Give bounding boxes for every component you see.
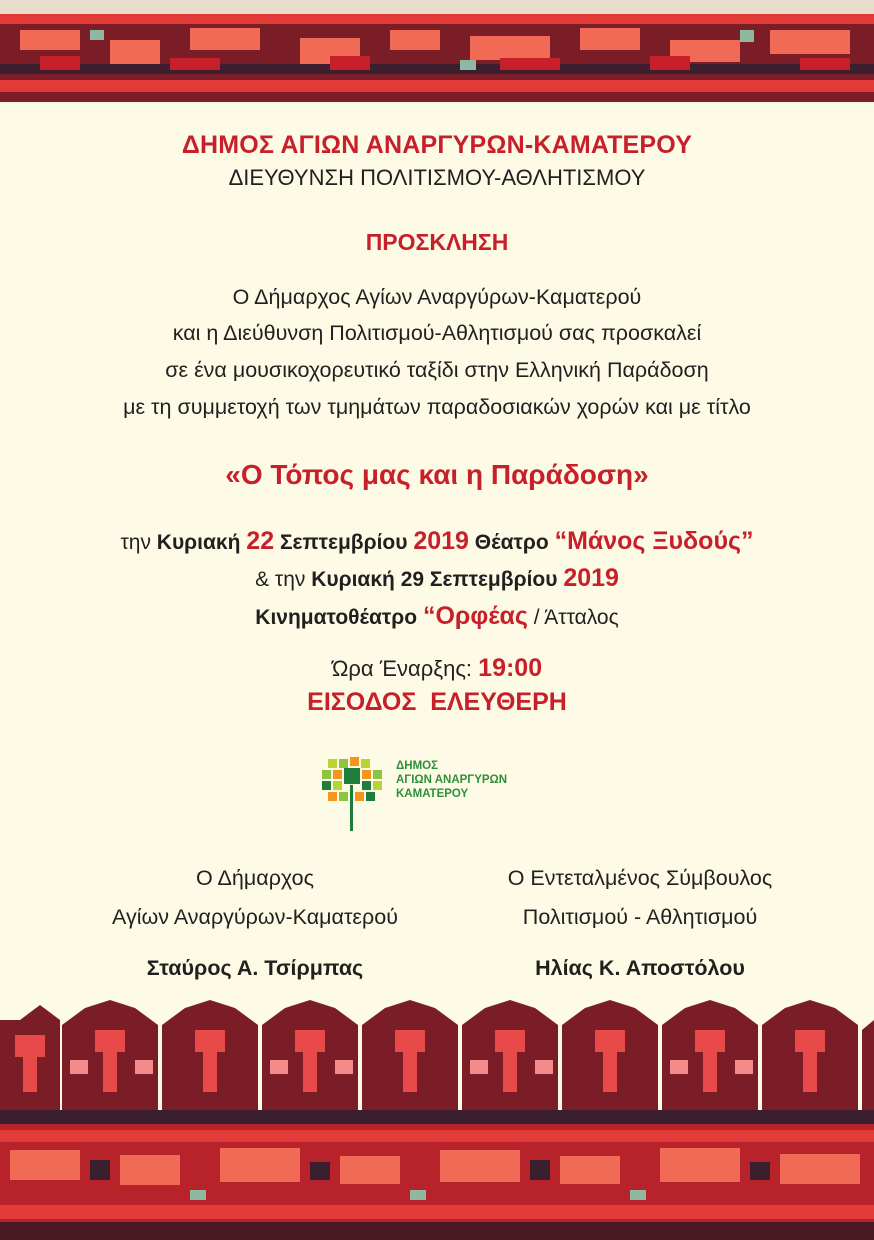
invitation-body-line: και η Διεύθυνση Πολιτισμού-Αθλητισμού σας προσκαλεί: [172, 321, 702, 345]
date1-number: 22: [246, 527, 275, 555]
date1-venue-label: Θέατρο: [474, 531, 549, 554]
start-time-label: Ώρα Έναρξης:: [331, 656, 479, 681]
logo-tree-icon: [318, 755, 388, 835]
councillor-role: Ο Εντεταλμένος Σύμβουλος: [507, 866, 773, 890]
date1-prefix: την: [120, 531, 157, 554]
date1-month: Σεπτεμβρίου: [279, 531, 408, 554]
date2-day: Κυριακή: [311, 568, 395, 591]
event-title: «Ο Τόπος μας και η Παράδοση»: [225, 459, 649, 490]
councillor-organization: Πολιτισμού - Αθλητισμού: [522, 905, 758, 929]
date-line-1: [0, 527, 874, 556]
start-time-value: 19:00: [478, 654, 543, 682]
free-entry-notice: ΕΙΣΟΔΟΣ ΕΛΕΥΘΕΡΗ: [307, 688, 567, 716]
date1-day: Κυριακή: [156, 531, 241, 554]
date3-venue-alt: Άτταλος: [544, 606, 619, 629]
date1-venue-name: “Μάνος Ξυδούς”: [554, 527, 754, 555]
date2-year: 2019: [563, 564, 619, 592]
date3-venue-label: Κινηματοθέατρο: [255, 606, 418, 629]
organization-name: ΔΗΜΟΣ ΑΓΙΩΝ ΑΝΑΡΓΥΡΩΝ-ΚΑΜΑΤΕΡΟΥ: [181, 131, 693, 159]
invitation-body-line: με τη συμμετοχή των τμημάτων παραδοσιακών χορών και με τίτλο: [123, 395, 751, 419]
textile-band-bottom: [0, 1000, 874, 1240]
date-line-3: [0, 602, 874, 631]
start-time-line: [0, 654, 874, 683]
date-line-2: [0, 564, 874, 593]
department-name: ΔΙΕΥΘΥΝΣΗ ΠΟΛΙΤΙΣΜΟΥ-ΑΘΛΗΤΙΣΜΟΥ: [228, 165, 646, 190]
date3-separator: /: [527, 606, 545, 629]
date3-venue-name: “Ορφέας: [422, 602, 528, 630]
date1-year: 2019: [413, 527, 469, 555]
logo-text-line: ΚΑΜΑΤΕΡΟΥ: [396, 788, 469, 800]
invitation-heading: ΠΡΟΣΚΛΗΣΗ: [365, 229, 509, 255]
municipality-logo: [318, 755, 558, 835]
invitation-body-line: Ο Δήμαρχος Αγίων Αναργύρων-Καματερού: [232, 285, 642, 309]
invitation-body-line: σε ένα μουσικοχορευτικό ταξίδι στην Ελληνική Παράδοση: [165, 358, 709, 382]
councillor-name: Ηλίας Κ. Αποστόλου: [535, 956, 745, 980]
mayor-role: Ο Δήμαρχος: [196, 866, 314, 890]
date2-date: 29 Σεπτεμβρίου: [400, 568, 558, 591]
logo-text-line: ΑΓΙΩΝ ΑΝΑΡΓΥΡΩΝ: [396, 774, 508, 786]
textile-band-top: [0, 0, 874, 102]
logo-text-line: ΔΗΜΟΣ: [396, 760, 438, 772]
date2-prefix: & την: [255, 568, 312, 591]
logo-text: [396, 759, 507, 801]
mayor-organization: Αγίων Αναργύρων-Καματερού: [112, 905, 398, 929]
mayor-name: Σταύρος Α. Τσίρμπας: [146, 956, 364, 980]
